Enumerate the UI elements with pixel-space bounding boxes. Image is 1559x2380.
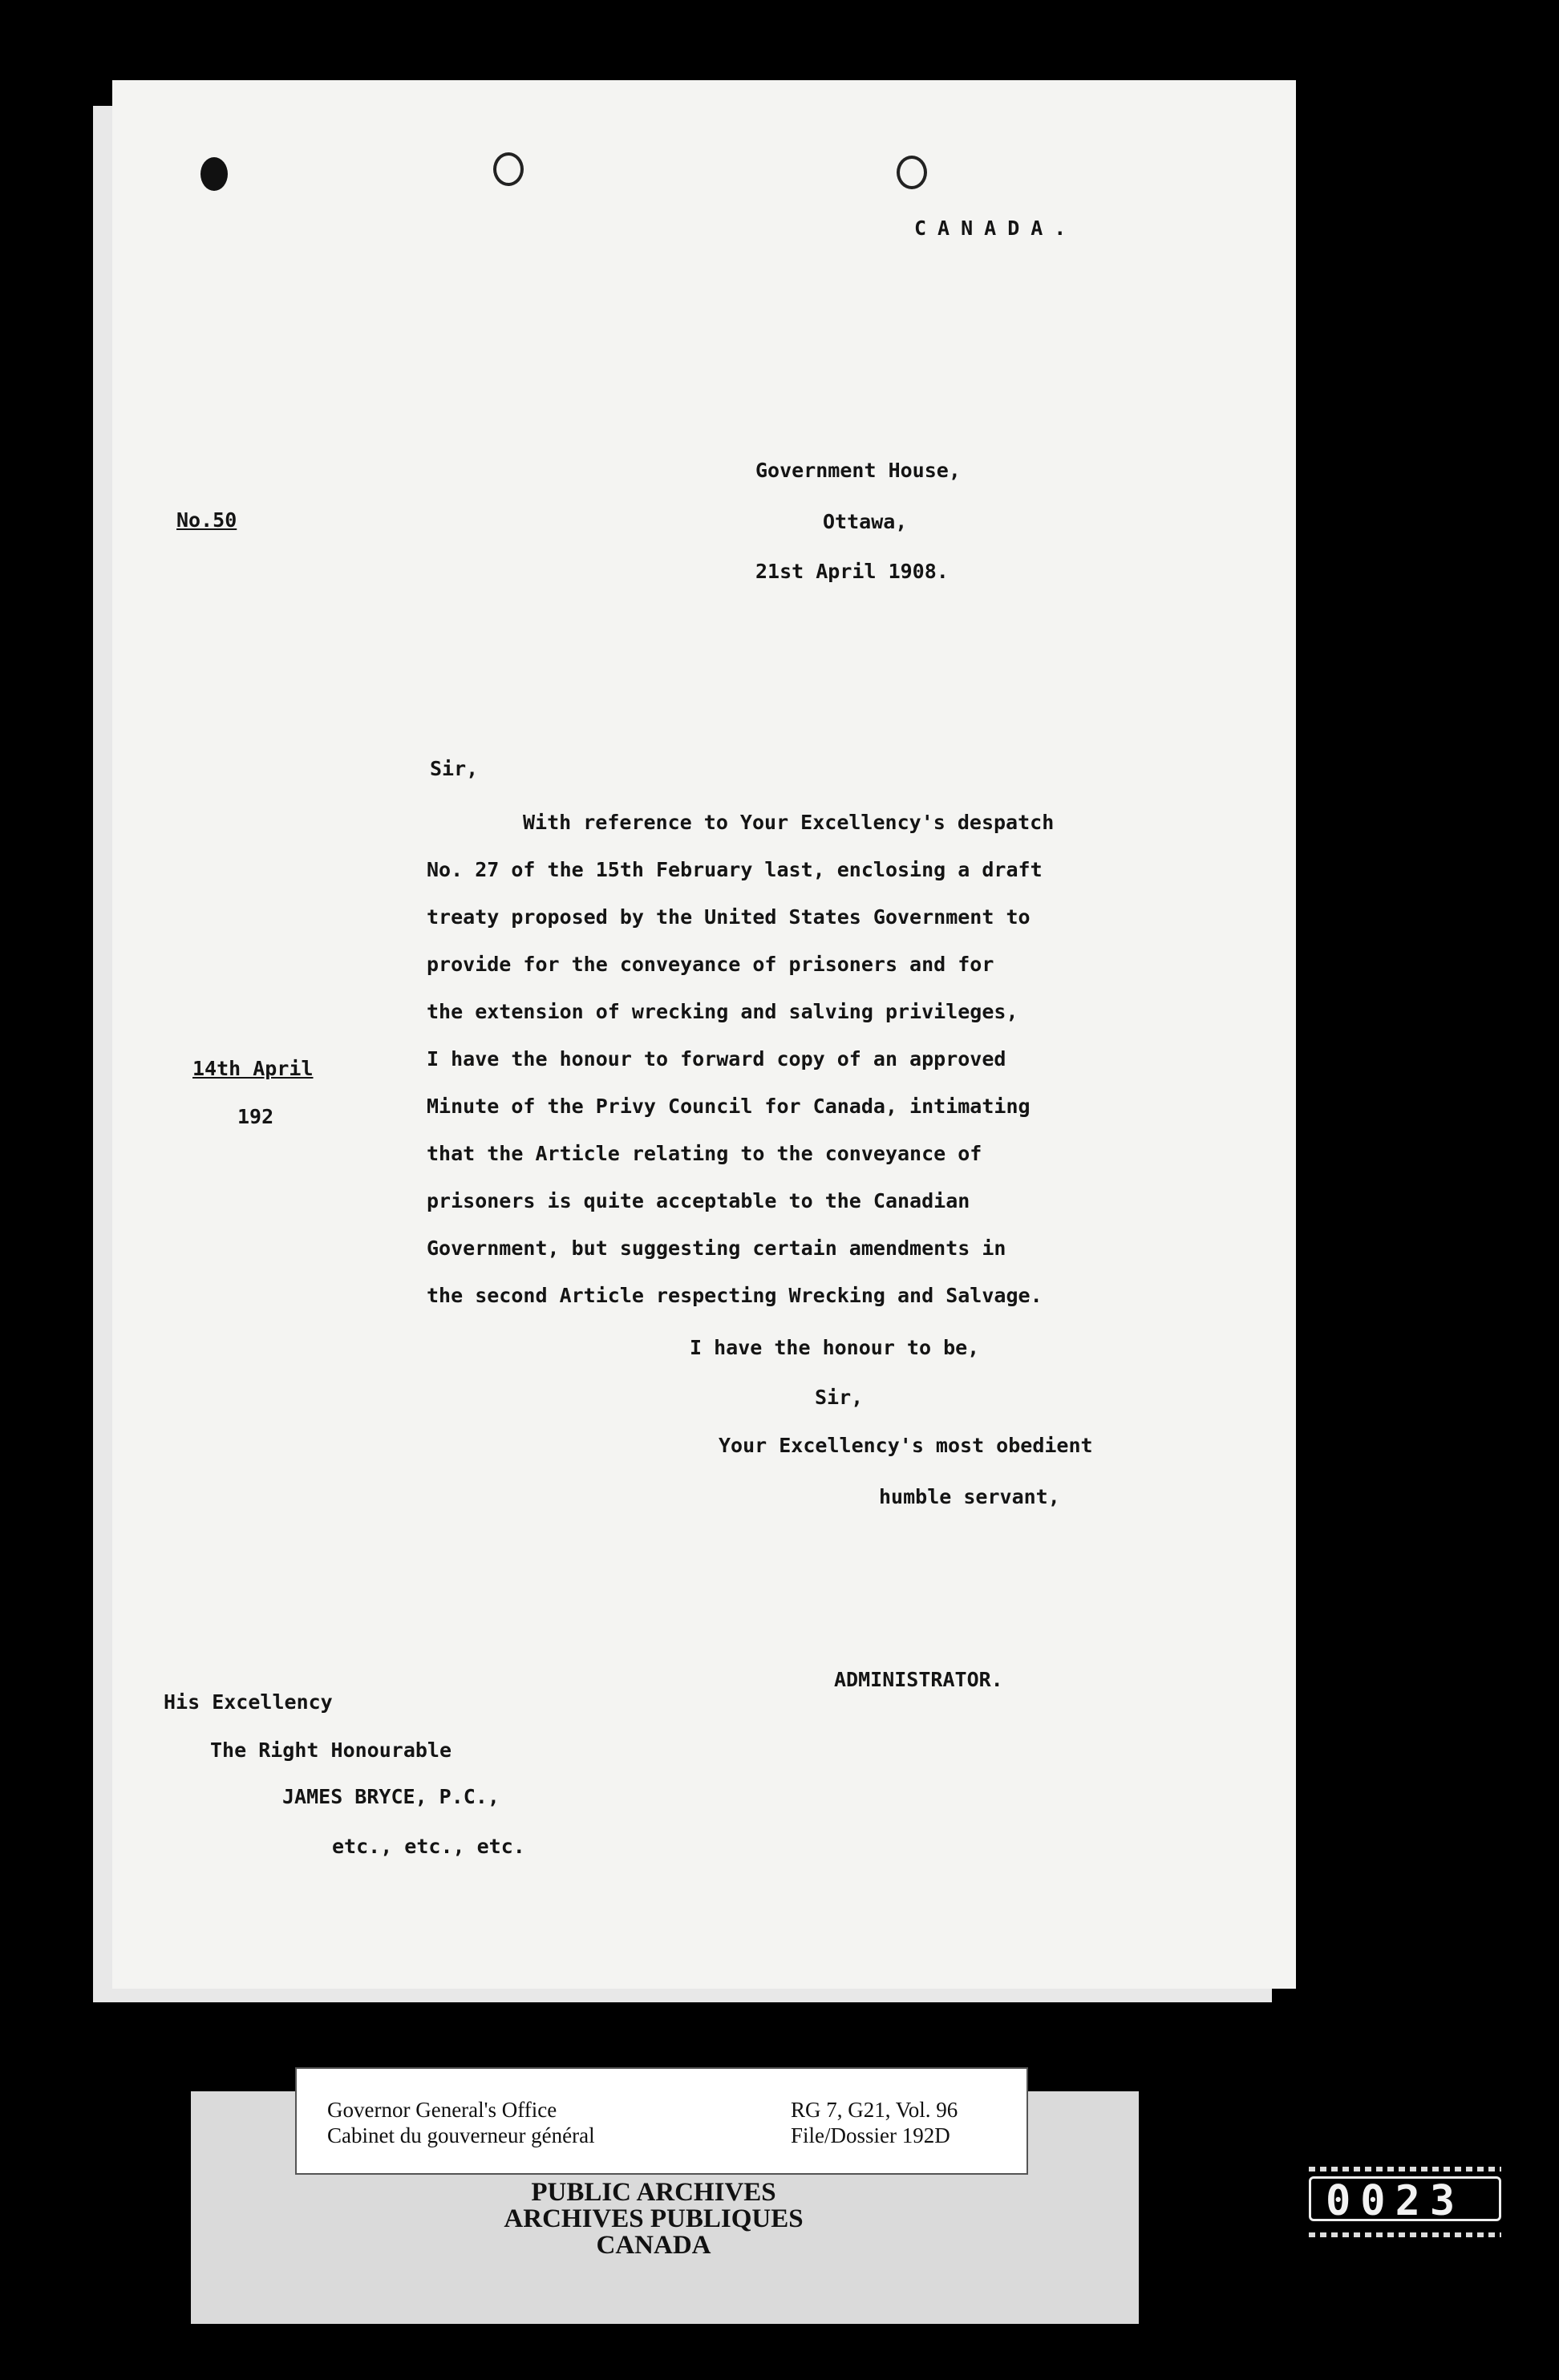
body-line: provide for the conveyance of prisoners and for [427, 953, 994, 976]
letter-body [427, 799, 1054, 1319]
margin-note-number: 192 [237, 1105, 274, 1128]
punch-hole [897, 156, 927, 189]
recipient-line: His Excellency [164, 1690, 333, 1714]
letterhead-country: CANADA. [914, 217, 1078, 240]
closing-line: humble servant, [879, 1485, 1060, 1508]
letter-date: 21st April 1908. [755, 560, 949, 583]
body-line: prisoners is quite acceptable to the Canadian [427, 1189, 970, 1212]
signatory-office: ADMINISTRATOR. [834, 1668, 1003, 1691]
punch-hole [493, 152, 524, 186]
document-number: No.50 [176, 508, 237, 532]
film-perforation [1309, 2232, 1501, 2237]
archive-reference: RG 7, G21, Vol. 96 [791, 2098, 958, 2122]
body-line: No. 27 of the 15th February last, enclosing a draft [427, 858, 1043, 881]
body-line: treaty proposed by the United States Government to [427, 905, 1031, 929]
punch-hole [200, 157, 228, 191]
body-line: that the Article relating to the conveyance of [427, 1142, 982, 1165]
archives-stamp-line: ARCHIVES PUBLIQUES [504, 2204, 804, 2233]
archive-office-fr: Cabinet du gouverneur général [327, 2123, 595, 2147]
sender-address-line: Ottawa, [823, 510, 908, 533]
body-line: the second Article respecting Wrecking and Salvage. [427, 1284, 1043, 1307]
archives-stamp [449, 2180, 858, 2259]
letter-page [112, 80, 1296, 1989]
sender-address-line: Government House, [755, 459, 961, 482]
recipient-line: etc., etc., etc. [332, 1835, 525, 1858]
body-line: the extension of wrecking and salving privileges, [427, 1000, 1018, 1023]
archive-office-en: Governor General's Office [327, 2098, 557, 2122]
salutation: Sir, [430, 757, 479, 780]
archives-stamp-line: CANADA [596, 2231, 711, 2260]
body-line: With reference to Your Excellency's despatch [523, 811, 1055, 834]
frame-counter: 0023 [1309, 2176, 1501, 2221]
body-line: Government, but suggesting certain amendments in [427, 1237, 1006, 1260]
closing-line: Sir, [815, 1386, 864, 1409]
recipient-name: JAMES BRYCE, P.C., [282, 1785, 500, 1808]
archive-file-number: File/Dossier 192D [791, 2123, 950, 2147]
body-line: Minute of the Privy Council for Canada, intimating [427, 1095, 1031, 1118]
film-perforation [1309, 2167, 1501, 2172]
closing-line: I have the honour to be, [690, 1336, 980, 1359]
recipient-line: The Right Honourable [210, 1738, 452, 1762]
closing-line: Your Excellency's most obedient [719, 1434, 1093, 1457]
archives-stamp-line: PUBLIC ARCHIVES [531, 2178, 776, 2207]
body-line: I have the honour to forward copy of an approved [427, 1047, 1006, 1071]
margin-note-date: 14th April [192, 1057, 314, 1080]
